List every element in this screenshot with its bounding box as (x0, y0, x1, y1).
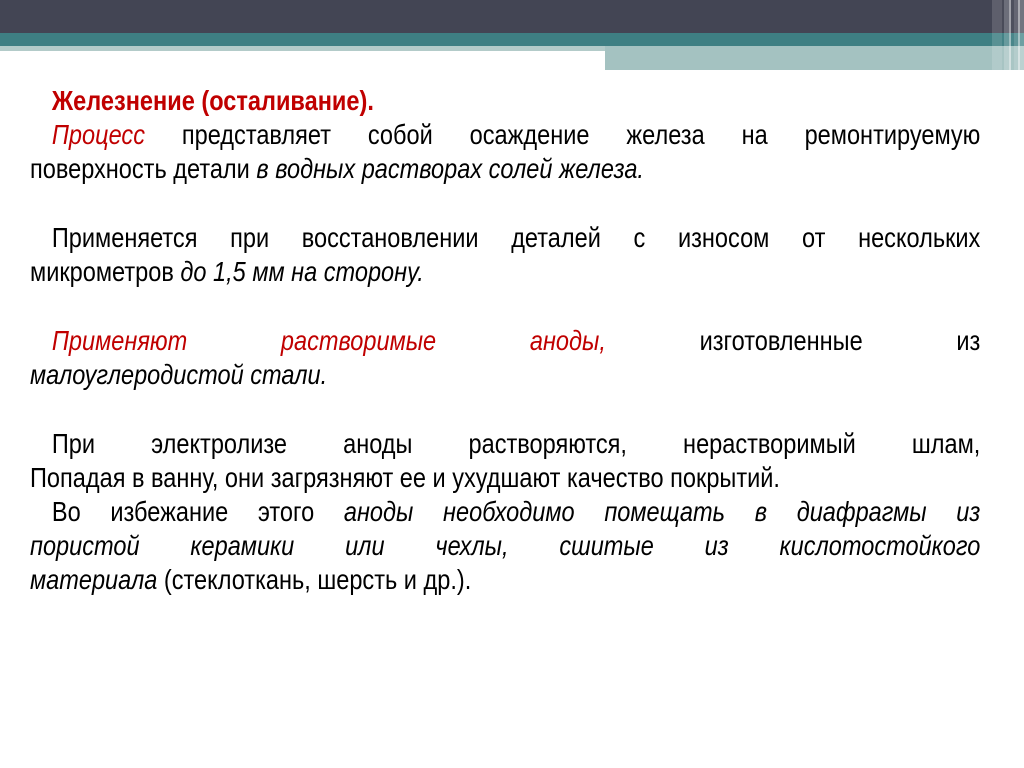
text-segment: представляет собой осаждение железа на ремонтируемую (144, 119, 981, 150)
text-segment: Попадая в ванну, они загрязняют ее и ухудшают качество покрытий. (30, 462, 780, 493)
text-segment: Процесс (51, 119, 145, 150)
text-segment: пористой керамики или чехлы, сшитые из кислотостойкого (30, 530, 981, 561)
text-segment: Применяют растворимые аноды, (51, 325, 606, 356)
text-segment: материала (30, 564, 158, 595)
header-top-bar (0, 0, 1024, 33)
text-line (30, 118, 980, 152)
header-teal-bar (0, 33, 1024, 46)
paragraph (30, 118, 980, 186)
text-segment: в водных растворах солей железа. (256, 153, 644, 184)
text-line (30, 255, 980, 289)
paragraph (30, 427, 980, 495)
slide-title: Железнение (осталивание). (51, 85, 374, 116)
paragraph (30, 495, 980, 597)
paragraph (30, 324, 980, 392)
slide-content (30, 84, 980, 597)
text-line (30, 427, 980, 461)
slide-body (30, 118, 980, 597)
text-line (30, 152, 980, 186)
text-line (30, 358, 980, 392)
text-segment: малоуглеродистой стали. (30, 359, 328, 390)
text-segment: до 1,5 мм на сторону. (180, 256, 424, 287)
paragraph (30, 221, 980, 289)
text-line (30, 324, 980, 358)
corner-stripes-decoration (992, 0, 1024, 70)
text-segment: микрометров (30, 256, 181, 287)
text-segment: поверхность детали (30, 153, 257, 184)
text-segment: аноды необходимо помещать в диафрагмы из (343, 496, 981, 527)
text-line (30, 461, 980, 495)
text-segment: Во избежание этого (51, 496, 344, 527)
text-line (30, 563, 980, 597)
text-segment: Применяется при восстановлении деталей с износом от нескольких (51, 222, 981, 253)
text-line (30, 529, 980, 563)
text-line (30, 495, 980, 529)
text-segment: При электролизе аноды растворяются, нерастворимый шлам, (51, 428, 981, 459)
header-sage-strip (0, 46, 605, 51)
header-sage-band (605, 46, 1024, 70)
text-segment: изготовленные из (605, 325, 981, 356)
text-segment: (стеклоткань, шерсть и др.). (157, 564, 472, 595)
text-line (30, 221, 980, 255)
